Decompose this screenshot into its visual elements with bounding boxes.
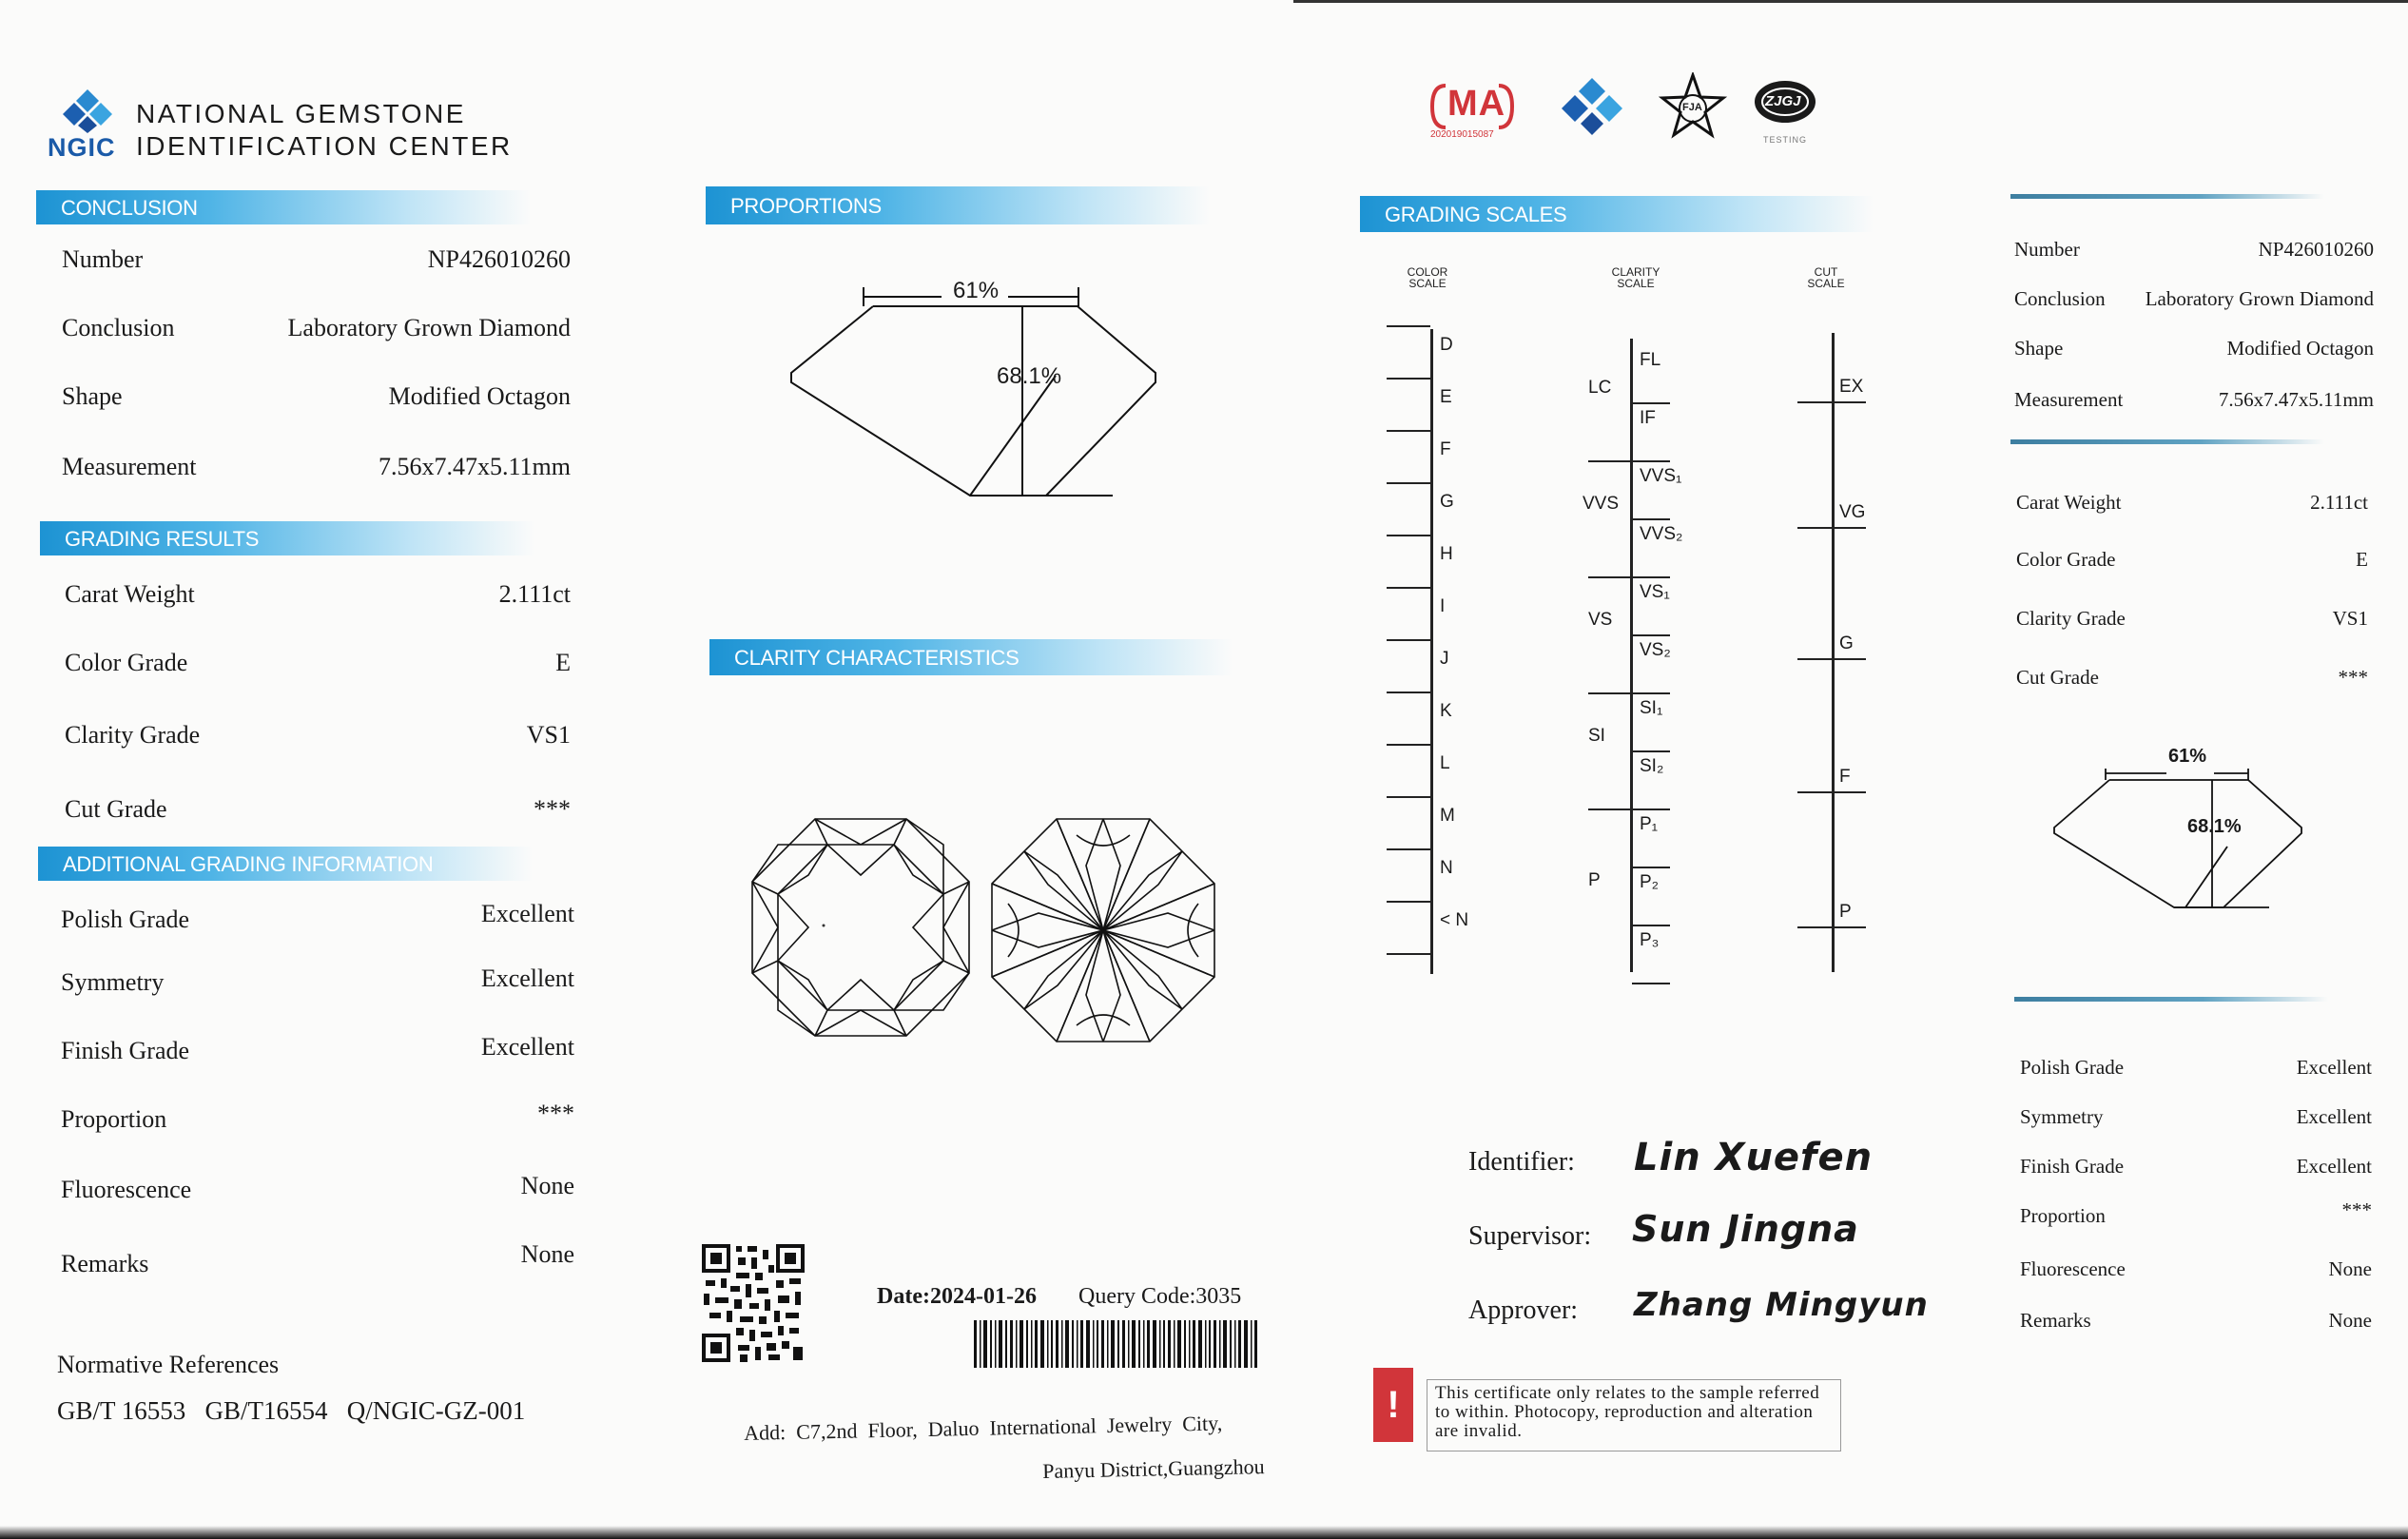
row-label: Number: [2014, 238, 2080, 261]
row-label: Fluorescence: [61, 1176, 192, 1203]
ngic-badge: [1556, 76, 1628, 143]
color-grade-label: G: [1440, 492, 1454, 512]
row-label: Proportion: [61, 1105, 167, 1133]
row-value: Excellent: [2296, 1155, 2372, 1178]
diamond-crown-icon: [751, 818, 970, 1037]
row-value: Excellent: [2296, 1056, 2372, 1079]
approver-signature: Zhang Mingyun: [1634, 1286, 1929, 1324]
clarity-scale-tick: [1632, 634, 1670, 636]
clarity-characteristics-band: CLARITY CHARACTERISTICS: [709, 639, 1233, 675]
color-scale-tick: [1387, 953, 1430, 955]
row-label: Carat Weight: [65, 580, 195, 608]
row-value: E: [2356, 548, 2368, 571]
summary-block-3: [2020, 1056, 2372, 1341]
page-bottom-edge: [0, 1526, 2408, 1539]
row-value: Laboratory Grown Diamond: [2145, 287, 2374, 310]
color-grade-label: J: [1440, 649, 1449, 669]
ngic-logo-text: NGIC: [48, 133, 116, 162]
row-label: Finish Grade: [61, 1037, 190, 1064]
row-label: Clarity Grade: [65, 721, 201, 749]
page-top-edge: [1293, 0, 2408, 3]
fja-text: FJA: [1682, 102, 1702, 113]
grading-results-band: GRADING RESULTS: [40, 521, 534, 555]
clarity-scale-tick: [1632, 925, 1670, 926]
normative-references-title: Normative References: [57, 1351, 280, 1378]
cut-scale-label: [1807, 266, 1845, 289]
row-label: Shape: [2014, 337, 2064, 360]
clarity-grade-label: SI₂: [1640, 756, 1664, 776]
color-grade-label: H: [1440, 544, 1453, 564]
clarity-grade-label: P₁: [1640, 814, 1659, 834]
summary-rule: [2014, 997, 2328, 1002]
clarity-scale-tick: [1588, 460, 1634, 462]
clarity-grade-label: FL: [1640, 350, 1661, 370]
testing-text: TESTING: [1763, 135, 1808, 145]
clarity-scale-axis: [1630, 339, 1633, 972]
row-label: Carat Weight: [2016, 491, 2122, 514]
clarity-scale-tick: [1632, 867, 1670, 868]
row-value: ***: [2341, 1198, 2372, 1221]
clarity-scale: [1569, 263, 1731, 985]
row-label: Fluorescence: [2020, 1257, 2126, 1280]
proportion-diagram: [780, 266, 1160, 514]
clarity-grade-label: VVS₂: [1640, 524, 1683, 544]
barcode: [974, 1320, 1259, 1368]
notice-box: [1373, 1368, 1894, 1455]
row-label: Remarks: [61, 1250, 149, 1277]
color-grade-label: F: [1440, 439, 1451, 459]
diamond-profile-icon: [2052, 742, 2303, 913]
row-value: Excellent: [480, 900, 574, 927]
row-value: ***: [2338, 666, 2368, 689]
color-scale: [1385, 263, 1489, 985]
org-name-line2: IDENTIFICATION CENTER: [136, 131, 513, 161]
clarity-grade-label: VVS₁: [1640, 466, 1682, 486]
cut-scale-label-line: CUT: [1814, 265, 1838, 279]
color-scale-label-line: COLOR: [1407, 265, 1448, 279]
color-scale-tick: [1387, 692, 1430, 693]
warning-icon: !: [1373, 1368, 1413, 1442]
row-value: None: [2328, 1309, 2372, 1332]
row-value: Excellent: [480, 1033, 574, 1061]
cut-scale: [1788, 263, 1893, 985]
conclusion-section: [62, 245, 571, 493]
clarity-grade-label: VS₁: [1640, 582, 1670, 602]
ngic-logo: [48, 88, 133, 164]
clarity-grade-label: P₂: [1640, 872, 1660, 892]
cut-scale-label-line: SCALE: [1807, 277, 1845, 290]
row-label: Conclusion: [62, 314, 175, 341]
summary-rule: [2010, 439, 2324, 444]
row-value: E: [555, 649, 571, 676]
color-scale-tick: [1387, 744, 1430, 746]
clarity-grade-label: SI₁: [1640, 698, 1663, 718]
clarity-grade-label: VS₂: [1640, 640, 1671, 660]
qr-code-icon: [702, 1244, 805, 1362]
row-label: Shape: [62, 382, 123, 410]
clarity-scale-tick: [1632, 402, 1670, 404]
color-scale-tick: [1387, 901, 1430, 903]
cma-badge: [1427, 80, 1518, 146]
clarity-scale-tick: [1588, 692, 1634, 694]
row-label: Symmetry: [61, 968, 165, 996]
row-label: Finish Grade: [2020, 1155, 2125, 1178]
row-label: Polish Grade: [61, 906, 190, 933]
supervisor-label: Supervisor:: [1468, 1221, 1592, 1251]
color-grade-label: E: [1440, 387, 1452, 407]
row-value: None: [520, 1172, 574, 1199]
row-value: Modified Octagon: [2226, 337, 2374, 360]
row-value: Modified Octagon: [388, 382, 571, 410]
summary-block-2: [2016, 491, 2368, 689]
clarity-scale-label: [1598, 266, 1674, 289]
row-label: Conclusion: [2014, 287, 2106, 310]
color-scale-label: [1394, 266, 1461, 289]
cut-grade-label: F: [1839, 767, 1851, 787]
row-label: Measurement: [62, 453, 197, 480]
row-value: ***: [534, 795, 571, 823]
additional-grading-section: [61, 900, 574, 1286]
row-label: Color Grade: [65, 649, 188, 676]
color-grade-label: I: [1440, 596, 1446, 616]
cut-scale-tick: [1797, 926, 1866, 928]
color-scale-tick: [1387, 639, 1430, 641]
row-value: VS1: [2332, 607, 2368, 630]
diamond-pavilion-icon: [991, 818, 1215, 1042]
color-grade-label: N: [1440, 858, 1453, 878]
summary-proportion-diagram: [2052, 742, 2303, 913]
pavilion-plot: [991, 818, 1215, 1042]
color-scale-tick: [1387, 430, 1430, 432]
row-value: 7.56x7.47x5.11mm: [379, 453, 571, 480]
summary-depth-percentage: 68.1%: [2187, 816, 2242, 837]
cut-scale-tick: [1797, 527, 1866, 529]
color-scale-label-line: SCALE: [1408, 277, 1447, 290]
row-label: Remarks: [2020, 1309, 2091, 1332]
clarity-scale-tick: [1632, 983, 1670, 984]
color-scale-tick: [1387, 535, 1430, 536]
color-grade-label: K: [1440, 701, 1452, 721]
row-value: Laboratory Grown Diamond: [287, 314, 571, 341]
notice-text: This certificate only relates to the sample referred to within. Photocopy, reproduction and alteration are invalid.: [1427, 1379, 1841, 1451]
clarity-group-label: LC: [1588, 377, 1612, 398]
cma-text: MA: [1447, 84, 1506, 124]
clarity-grade-label: IF: [1640, 408, 1656, 428]
cut-scale-axis: [1832, 333, 1835, 972]
cut-grade-label: VG: [1839, 502, 1866, 522]
normative-references-value: GB/T 16553 GB/T16554 Q/NGIC-GZ-001: [57, 1396, 526, 1425]
summary-block-1: [2014, 238, 2374, 409]
summary-rule: [2010, 194, 2324, 199]
row-value: Excellent: [2296, 1105, 2372, 1128]
cut-grade-label: EX: [1839, 377, 1864, 397]
conclusion-band: CONCLUSION: [36, 190, 531, 224]
row-label: Proportion: [2020, 1204, 2106, 1227]
summary-table-percentage: 61%: [2168, 746, 2207, 767]
ngic-diamond-icon: [1556, 76, 1628, 139]
row-value: NP426010260: [427, 245, 571, 273]
clarity-scale-tick: [1632, 518, 1670, 520]
qr-code: [702, 1244, 805, 1362]
zjgj-badge: [1752, 78, 1828, 148]
query-code: Query Code:3035: [1078, 1284, 1242, 1309]
color-scale-tick: [1387, 378, 1430, 380]
row-value: 2.111ct: [2310, 491, 2368, 514]
clarity-scale-tick: [1588, 808, 1634, 810]
row-value: 2.111ct: [498, 580, 571, 608]
additional-grading-band: ADDITIONAL GRADING INFORMATION: [38, 847, 533, 881]
cut-scale-tick: [1797, 401, 1866, 403]
supervisor-signature: Sun Jingna: [1632, 1208, 1859, 1250]
address-line2: Panyu District,Guangzhou: [1042, 1454, 1265, 1483]
color-scale-tick: [1387, 796, 1430, 798]
clarity-scale-tick: [1632, 460, 1670, 462]
clarity-group-label: P: [1588, 870, 1601, 890]
cma-number: 202019015087: [1430, 129, 1494, 140]
proportions-band: PROPORTIONS: [706, 186, 1210, 224]
clarity-scale-label-line: SCALE: [1617, 277, 1655, 290]
crown-plot: [751, 818, 970, 1037]
color-scale-tick: [1387, 587, 1430, 589]
clarity-group-label: VVS: [1583, 493, 1620, 514]
color-scale-tick: [1387, 848, 1430, 850]
table-percentage: 61%: [953, 278, 1000, 303]
color-scale-axis: [1430, 329, 1433, 974]
clarity-scale-tick: [1588, 576, 1634, 578]
row-value: Excellent: [480, 964, 574, 992]
ngic-diamond-icon: [59, 88, 116, 135]
inclusion-dot: [823, 925, 825, 927]
color-grade-label: D: [1440, 335, 1453, 355]
row-value: ***: [537, 1100, 574, 1127]
barcode-icon: [974, 1320, 1259, 1368]
address-line1: Add: C7,2nd Floor, Daluo International Jewelry City,: [744, 1411, 1223, 1445]
row-value: None: [2328, 1257, 2372, 1280]
org-name-line1: NATIONAL GEMSTONE: [136, 99, 466, 128]
grading-results-section: [65, 580, 571, 828]
zjgj-text: ZJGJ: [1765, 93, 1801, 109]
identifier-label: Identifier:: [1468, 1147, 1575, 1177]
row-value: None: [520, 1240, 574, 1268]
clarity-scale-tick: [1632, 692, 1670, 694]
color-scale-tick: [1387, 325, 1430, 327]
identifier-signature: Lin Xuefen: [1634, 1136, 1874, 1179]
depth-percentage: 68.1%: [997, 363, 1062, 389]
clarity-scale-label-line: CLARITY: [1611, 265, 1660, 279]
row-label: Number: [62, 245, 144, 273]
fja-badge: [1659, 72, 1727, 141]
cut-grade-label: G: [1839, 633, 1854, 653]
cut-grade-label: P: [1839, 902, 1852, 922]
color-grade-label: M: [1440, 806, 1455, 826]
color-scale-tick: [1387, 482, 1430, 484]
row-label: Clarity Grade: [2016, 607, 2126, 630]
row-label: Symmetry: [2020, 1105, 2104, 1128]
color-grade-label: < N: [1440, 910, 1469, 930]
clarity-scale-tick: [1632, 808, 1670, 810]
row-label: Polish Grade: [2020, 1056, 2125, 1079]
row-value: VS1: [526, 721, 571, 749]
row-label: Cut Grade: [65, 795, 167, 823]
row-label: Color Grade: [2016, 548, 2116, 571]
color-grade-label: L: [1440, 753, 1450, 773]
row-value: NP426010260: [2258, 238, 2374, 261]
grading-scales-band: GRADING SCALES: [1360, 196, 1874, 232]
row-label: Cut Grade: [2016, 666, 2099, 689]
clarity-scale-tick: [1632, 576, 1670, 578]
cut-scale-tick: [1797, 658, 1866, 660]
row-value: 7.56x7.47x5.11mm: [2218, 388, 2374, 411]
clarity-grade-label: P₃: [1640, 930, 1660, 950]
cut-scale-tick: [1797, 791, 1866, 793]
clarity-scale-tick: [1632, 750, 1670, 752]
approver-label: Approver:: [1468, 1295, 1579, 1325]
clarity-group-label: VS: [1588, 609, 1613, 630]
row-label: Measurement: [2014, 388, 2124, 411]
clarity-group-label: SI: [1588, 725, 1605, 746]
issue-date: Date:2024-01-26: [877, 1284, 1037, 1309]
